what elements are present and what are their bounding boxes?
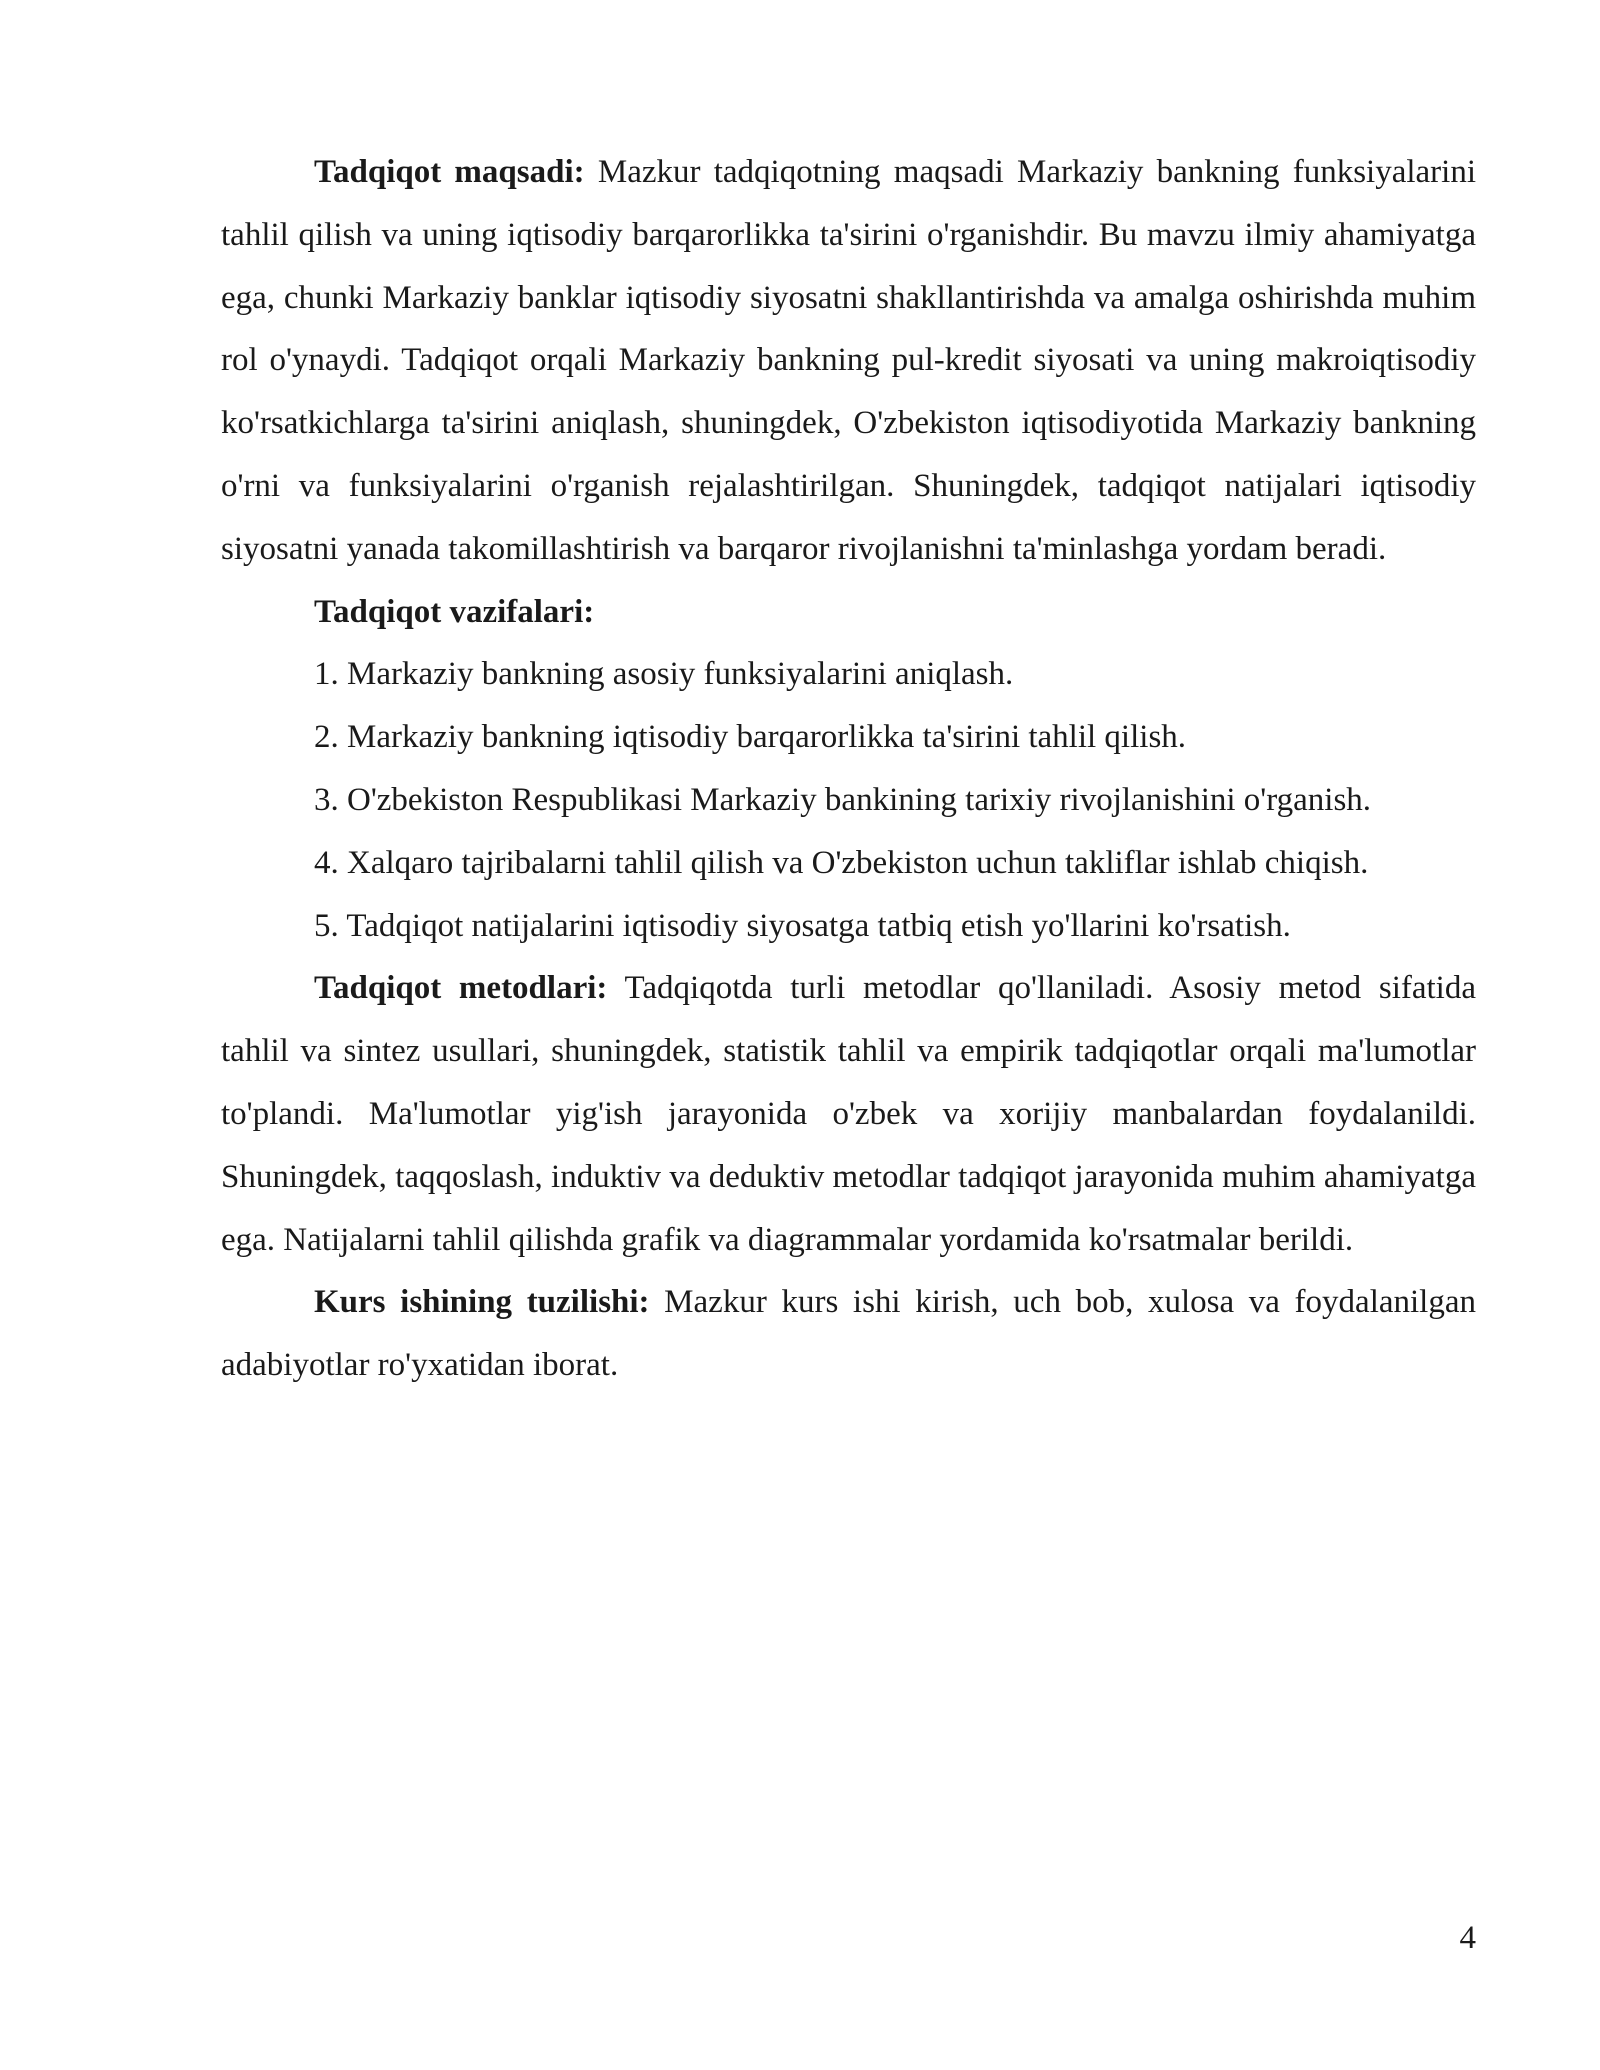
structure-text: Mazkur kurs ishi kirish, uch bob, xulosa va foydalanilgan adabiyotlar ro'yxatidan iborat. [221,1284,1476,1384]
page-number: 4 [1459,1920,1476,1956]
task-item: 2. Markaziy bankning iqtisodiy barqarorlikka ta'sirini tahlil qilish. [314,719,1187,756]
tasks-heading: Tadqiqot vazifalari: [314,593,595,630]
purpose-label: Tadqiqot maqsadi: [314,154,585,190]
purpose-text: Mazkur tadqiqotning maqsadi Markaziy bankning funksiyalarini tahlil qilish va uning iqtisodiy barqarorlikka ta'sirini o'rganishdir. Bu mavzu ilmiy ahamiyatga ega, chunki Markaziy banklar iqtisodiy siyosatni shakllantirishda va amalga oshirishda muhim rol o'ynaydi. Tadqiqot orqali Markaziy bankning pul-kredit siyosati va uning makroiqtisodiy ko'rsatkichlarga ta'sirini aniqlash, shuningdek, O'zbekiston iqtisodiyotida Markaziy bankning o'rni va funksiyalarini o'rganish rejalashtirilgan. Shuningdek, tadqiqot natijalari iqtisodiy siyosatni yanada takomillashtirish va barqaror rivojlanishni ta'minlashga yordam beradi. [221,154,1476,567]
task-item: 1. Markaziy bankning asosiy funksiyalarini aniqlash. [314,656,1014,693]
page-body [221,141,1476,1397]
structure-paragraph [221,1271,1476,1397]
task-item: 4. Xalqaro tajribalarni tahlil qilish va O'zbekiston uchun takliflar ishlab chiqish. [314,844,1369,881]
structure-label: Kurs ishining tuzilishi: [314,1284,650,1321]
purpose-paragraph [221,141,1476,581]
methods-text: Tadqiqotda turli metodlar qo'llaniladi. Asosiy metod sifatida tahlil va sintez usullari, shuningdek, statistik tahlil va empirik tadqiqotlar orqali ma'lumotlar to'plandi. Ma'lumotlar yig'ish jarayonida o'zbek va xorijiy manbalardan foydalanildi. Shuningdek, taqqoslash, induktiv va deduktiv metodlar tadqiqot jarayonida muhim ahamiyatga ega. Natijalarni tahlil qilishda grafik va diagrammalar yordamida ko'rsatmalar berildi. [221,970,1476,1258]
methods-label: Tadqiqot metodlari: [314,970,608,1007]
task-item: 5. Tadqiqot natijalarini iqtisodiy siyosatga tatbiq etish yo'llarini ko'rsatish. [314,907,1291,944]
task-item: 3. O'zbekiston Respublikasi Markaziy bankining tarixiy rivojlanishini o'rganish. [314,781,1372,818]
methods-paragraph [221,957,1476,1271]
